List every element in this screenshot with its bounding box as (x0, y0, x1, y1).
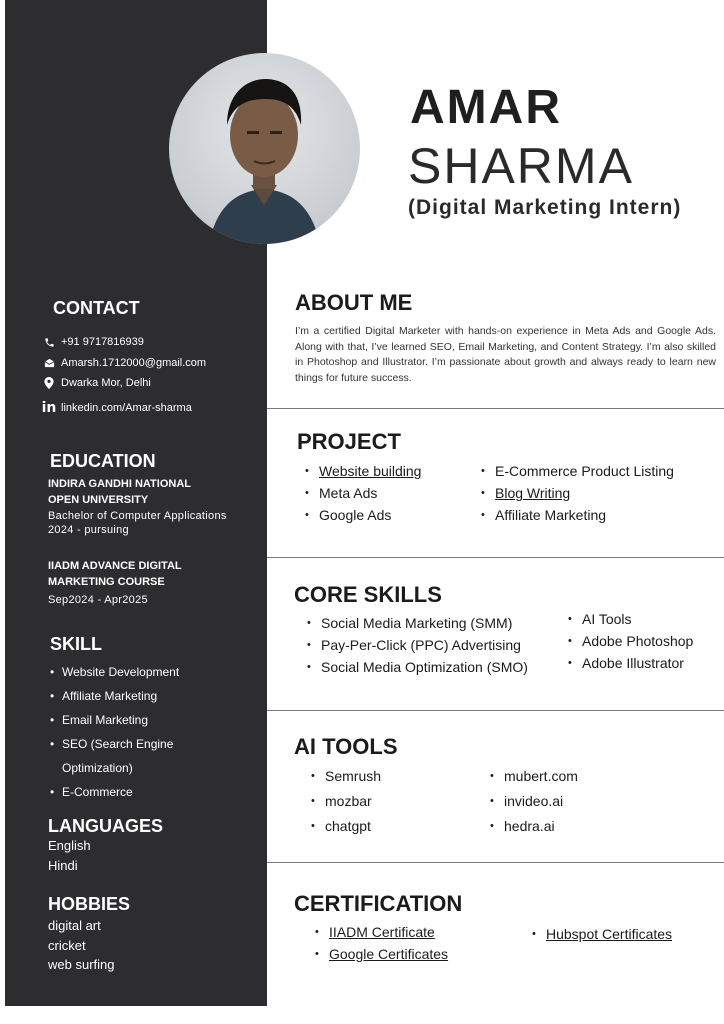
education-institution-1-line2: OPEN UNIVERSITY (48, 494, 149, 506)
core-skill-item: • Social Media Marketing (SMM) (307, 612, 528, 634)
skill-item: • SEO (Search Engine (48, 732, 179, 756)
certification-list-2 (532, 923, 672, 945)
education-heading: EDUCATION (50, 451, 156, 471)
core-skill-item: • Adobe Illustrator (568, 652, 693, 674)
project-heading: PROJECT (297, 429, 401, 454)
email-address[interactable]: Amarsh.1712000@gmail.com (61, 357, 207, 369)
divider (267, 408, 724, 409)
ai-tool-item: • Semrush (311, 764, 381, 789)
ai-tool-item: • invideo.ai (490, 789, 578, 814)
linkedin-icon: in (41, 400, 57, 416)
certificate-link[interactable]: Google Certificates (329, 946, 449, 962)
languages-list (48, 836, 91, 875)
language-item: English (48, 838, 91, 853)
project-item: • Google Ads (305, 504, 421, 526)
skill-list (48, 660, 179, 804)
skill-item: • Website Development (48, 660, 179, 684)
project-item: • Affiliate Marketing (481, 504, 674, 526)
about-text: I’m a certified Digital Marketer with hands-on experience in Meta Ads and Google Ads. Along with that, I’ve learned SEO, Email Marketing, and Content Strategy. I’m also skilled in Photoshop and Illustrator. I’m passionate about growth and always ready to learn new things for future success. (295, 325, 716, 384)
hobby-item: cricket (48, 937, 86, 953)
project-link[interactable]: Blog Writing (495, 485, 571, 501)
location-pin-icon (42, 377, 56, 389)
role-title: (Digital Marketing Intern) (408, 196, 682, 219)
project-list-1 (305, 460, 421, 526)
divider (267, 862, 724, 863)
hobbies-list (48, 916, 114, 975)
project-item (305, 460, 421, 482)
ai-tool-item: • mozbar (311, 789, 381, 814)
certification-heading: CERTIFICATION (294, 891, 463, 916)
last-name: SHARMA (408, 138, 634, 194)
location-text: Dwarka Mor, Delhi (61, 377, 151, 389)
about-heading: ABOUT ME (295, 290, 413, 315)
phone-icon (42, 337, 56, 348)
ai-tools-heading: AI TOOLS (294, 734, 398, 759)
certificate-link[interactable]: Hubspot Certificates (546, 926, 673, 942)
education-degree-1: Bachelor of Computer Applications (48, 510, 227, 522)
core-skill-item: • Adobe Photoshop (568, 630, 693, 652)
languages-heading: LANGUAGES (48, 816, 164, 836)
hobby-item: digital art (48, 918, 101, 933)
ai-tool-item: • chatgpt (311, 814, 381, 839)
education-institution-2-line2: MARKETING COURSE (48, 576, 165, 588)
core-skills-list-1 (307, 612, 528, 678)
education-institution-1 (48, 476, 248, 508)
certificate-item (315, 943, 448, 965)
skill-item: • E-Commerce (48, 780, 179, 804)
divider (267, 557, 724, 558)
skill-item: • Affiliate Marketing (48, 684, 179, 708)
contact-linkedin (42, 400, 192, 416)
core-skill-item: • Social Media Optimization (SMO) (307, 656, 528, 678)
skill-heading: SKILL (50, 634, 102, 654)
education-institution-1-line1: INDIRA GANDHI NATIONAL (48, 478, 191, 490)
project-link[interactable]: Website building (319, 463, 422, 479)
education-institution-2 (48, 558, 248, 590)
certification-list-1 (315, 921, 448, 965)
core-skill-item: • Pay-Per-Click (PPC) Advertising (307, 634, 528, 656)
ai-tools-list-2 (490, 764, 578, 839)
ai-tools-list-1 (311, 764, 381, 839)
skill-item-continuation: Optimization) (62, 761, 133, 775)
mail-icon (42, 358, 56, 368)
core-skills-list-2 (568, 608, 693, 674)
profile-photo-avatar (169, 53, 360, 244)
ai-tool-item: • hedra.ai (490, 814, 578, 839)
core-skills-heading: CORE SKILLS (294, 582, 442, 607)
certificate-item (315, 921, 448, 943)
contact-heading: CONTACT (53, 298, 140, 318)
linkedin-link[interactable]: linkedin.com/Amar-sharma (61, 402, 192, 414)
certificate-item (532, 923, 672, 945)
project-item: • Meta Ads (305, 482, 421, 504)
phone-number: +91 9717816939 (61, 336, 144, 348)
skill-item: • Email Marketing (48, 708, 179, 732)
contact-email (42, 357, 206, 369)
language-item: Hindi (48, 857, 78, 873)
contact-phone (42, 336, 144, 348)
hobbies-heading: HOBBIES (48, 894, 131, 914)
ai-tool-item: • mubert.com (490, 764, 578, 789)
core-skill-item: • AI Tools (568, 608, 693, 630)
hobby-item: web surfing (48, 957, 115, 972)
project-item: • E-Commerce Product Listing (481, 460, 674, 482)
divider (267, 710, 724, 711)
education-institution-2-line1: IIADM ADVANCE DIGITAL (48, 560, 182, 572)
education-period-2: Sep2024 - Apr2025 (48, 594, 148, 606)
project-item (481, 482, 674, 504)
certificate-link[interactable]: IIADM Certificate (329, 924, 435, 940)
profile-photo (169, 53, 360, 244)
contact-location (42, 377, 151, 389)
education-period-1: 2024 - pursuing (48, 524, 129, 536)
project-list-2 (481, 460, 674, 526)
first-name: AMAR (410, 81, 562, 134)
